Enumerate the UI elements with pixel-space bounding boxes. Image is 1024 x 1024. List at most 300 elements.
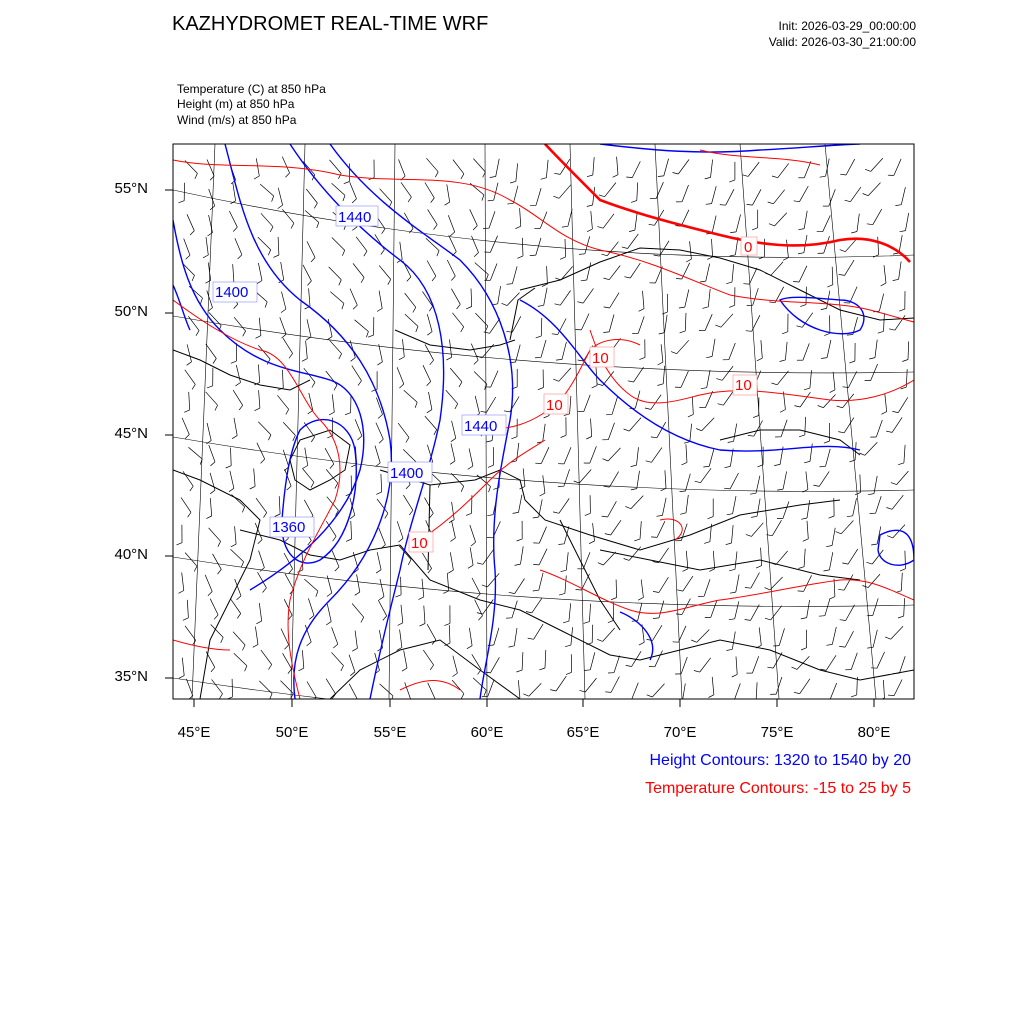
wind-barb-flag [409,229,413,234]
wind-barb-flag [756,566,762,569]
wind-barb [829,552,832,570]
wind-barb [730,473,738,489]
wind-barb [475,396,479,414]
wind-barb [807,600,810,618]
wind-barb-flag [382,229,385,234]
wind-barb [832,267,833,285]
wind-barb [559,368,571,381]
wind-barb-flag [285,645,289,649]
temperature-label: 0 [744,239,753,256]
wind-barb [609,315,614,332]
wind-barb [711,600,717,617]
wind-barb [305,211,319,223]
wind-barb [258,422,271,435]
wind-barb [234,317,246,331]
wind-barb [752,315,760,331]
wind-barb [848,549,858,564]
wind-barb [722,366,733,380]
wind-barb [779,628,784,645]
wind-barb [778,163,789,177]
wind-barb-flag [613,175,618,178]
wind-barb-flag [214,615,218,619]
wind-barb [901,187,905,205]
wind-barb [207,423,211,441]
wind-barb [875,340,877,358]
wind-barb-flag [559,593,565,595]
wind-barb [234,653,247,665]
wind-barb-flag [676,614,682,615]
wind-barb [427,624,436,640]
wind-barb-flag [286,409,289,414]
wind-barb-flag [453,673,458,677]
wind-barb-flag [576,590,582,591]
wind-barb-flag [329,412,334,415]
wind-barb-flag [196,331,199,336]
wind-barb [258,237,271,250]
wind-barb-flag [801,518,807,519]
wind-barb [425,416,437,430]
wind-barb-flag [716,379,722,381]
wind-barb-flag [450,461,455,464]
wind-barb [611,677,619,693]
wind-barb-flag [341,666,344,671]
wind-barb [692,396,693,414]
wind-barb [800,186,809,202]
wind-barb [332,394,334,412]
wind-barb-flag [715,325,721,327]
wind-barb [427,261,436,277]
wind-barb [734,424,737,442]
wind-barb-flag [468,565,473,568]
wind-barb [587,262,591,280]
wind-barb [351,521,352,539]
wind-barb [819,471,829,486]
map-title: KAZHYDROMET REAL-TIME WRF [172,13,489,35]
wind-barb [803,343,809,360]
height-label: 1440 [338,209,372,226]
wind-barb [475,263,489,275]
wind-barb-flag [611,598,617,600]
wind-barb [523,469,525,487]
wind-barb [539,573,543,590]
wind-barb [701,468,712,483]
wind-barb-flag [577,302,583,303]
wind-barb [857,214,859,232]
wind-barb-flag [528,638,534,639]
wind-barb-flag [729,180,735,182]
wind-barb-flag [311,482,314,487]
lon-label: 75°E [760,724,794,741]
wind-barb-flag [626,665,632,666]
height-contours [173,144,914,699]
wind-barb [541,318,542,336]
wind-barb [705,314,712,331]
wind-barb-flag [523,694,529,696]
wind-barb-flag [188,512,191,517]
wind-barb-flag [327,593,332,597]
wind-barb [665,315,668,333]
wind-barb-flag [585,513,591,515]
wind-barb-flag [720,205,726,206]
wind-barb [307,319,311,337]
wind-barb-flag [195,173,198,179]
wind-barb-flag [388,279,391,284]
wind-barb [183,471,193,486]
wind-barb-flag [190,231,194,235]
wind-barb-flag [179,201,185,203]
wind-barb [470,209,478,225]
wind-barb [494,628,499,645]
wind-barb [283,422,295,435]
wind-barb [723,391,733,406]
temperature-label: 10 [546,397,563,414]
wind-barb-flag [826,546,832,547]
wind-barb-flag [466,513,472,515]
wind-barb-flag [840,174,846,175]
wind-barb-flag [213,359,216,364]
wind-barb-flag [842,563,848,564]
wind-barb [565,576,566,594]
wind-barb-flag [821,358,827,359]
wind-barb-flag [335,567,339,571]
wind-barb-flag [539,668,545,670]
wind-barb [632,161,640,177]
wind-barb [380,579,384,597]
wind-barb-flag [488,465,494,467]
wind-barb [637,471,640,489]
wind-barb [256,498,267,512]
wind-barb-flag [281,309,286,313]
wind-barb [681,210,689,226]
wind-barb [210,599,218,615]
wind-barb-flag [677,701,683,702]
wind-barb-flag [851,232,857,234]
wind-barb-flag [561,435,567,437]
wind-barb-flag [430,513,434,518]
wind-barb-flag [886,508,892,510]
wind-barb [259,318,261,336]
wind-barb [663,366,665,384]
wind-barb [282,370,283,388]
wind-barb-flag [599,195,605,197]
wind-barb [233,264,234,282]
wind-barb-flag [466,307,472,309]
wind-barb [681,657,687,674]
wind-barb-flag [750,493,756,494]
wind-barb-flag [680,491,686,492]
wind-barb [664,159,669,176]
wind-barb-flag [468,466,473,469]
wind-barb-flag [631,465,637,467]
lon-label: 70°E [663,724,697,741]
wind-barb-flag [597,227,603,229]
wind-barb-flag [654,255,660,256]
wind-barb-flag [515,226,520,229]
wind-barb [405,293,416,307]
wind-barb-flag [487,515,493,516]
wind-barb-flag [865,169,871,171]
wind-barb [799,266,807,282]
wind-barb-flag [257,281,262,284]
wind-barb [403,449,416,462]
wind-barb-flag [486,441,492,442]
wind-barb-flag [443,591,448,594]
wind-barb [736,214,741,232]
wind-barb-flag [624,277,630,278]
wind-barb [302,552,303,570]
wind-barb [304,579,318,591]
wind-barb [651,395,661,410]
wind-barb [643,291,645,309]
wind-barb-flag [232,436,237,439]
wind-barb [423,650,433,665]
wind-barb-flag [604,278,610,280]
wind-barb-flag [813,485,819,486]
wind-barb [259,681,272,694]
wind-barb-flag [407,277,411,282]
wind-barb-flag [317,222,319,228]
wind-barb [605,183,616,197]
wind-barb [332,238,345,251]
wind-barb-flag [406,699,411,703]
wind-barb [610,293,619,308]
wind-barb [259,603,261,621]
wind-barb [561,266,573,280]
wind-barb [519,495,522,513]
wind-barb-flag [413,307,416,312]
wind-barb [281,262,284,280]
wind-barb-flag [354,700,358,705]
wind-barb-flag [538,388,544,390]
wind-barb [471,344,478,361]
wind-barb [403,495,413,510]
wind-barb [590,652,595,669]
wind-barb [661,344,663,362]
wind-barb [452,313,463,327]
wind-barb-flag [646,461,652,463]
wind-barb [894,159,901,176]
wind-barb-flag [208,308,213,312]
wind-barb [844,575,853,591]
wind-barb [490,236,497,253]
wind-barb [899,235,902,253]
wind-barb-flag [758,465,764,467]
wind-barb-flag [558,544,564,545]
lat-label: 55°N [114,180,148,197]
wind-barb [207,160,214,177]
wind-barb-flag [725,466,731,467]
wind-barb [379,344,383,362]
wind-barb [279,496,280,514]
wind-barb-flag [798,567,804,569]
wind-barb-flag [555,304,561,305]
wind-barb [732,264,734,282]
wind-barb [660,241,670,256]
wind-barb-flag [838,432,844,433]
wind-barb [306,189,317,203]
wind-barb [700,658,711,672]
wind-barb [659,577,669,592]
wind-barb-flag [706,357,712,358]
wind-barb-flag [677,590,683,591]
wind-barb [474,372,487,385]
wind-barb [233,390,243,405]
wind-barb-flag [657,384,663,386]
wind-barb [589,604,590,622]
wind-barb [706,264,710,282]
wind-barb [868,183,880,196]
wind-barb-flag [855,492,861,494]
wind-barb [536,188,541,205]
wind-barb [206,237,208,255]
wind-barb-flag [484,672,490,673]
wind-barb [777,371,788,385]
wind-barb [488,680,494,697]
wind-barb [330,160,342,174]
wind-barb-flag [206,280,211,283]
wind-barb [608,501,617,517]
wind-barb-flag [729,305,735,307]
wind-barb [785,342,787,360]
wind-barb [278,188,282,205]
wind-barb-flag [396,595,402,597]
wind-barb-flag [603,332,609,333]
wind-barb [826,449,831,466]
wind-barb [303,265,311,281]
wind-barb-flag [346,539,352,541]
wind-barb [277,395,288,409]
wind-barb [541,340,546,357]
wind-barb [483,550,494,565]
wind-barb [775,213,787,226]
wind-barb [282,157,289,173]
wind-barb [470,525,476,542]
wind-barb-flag [477,563,483,564]
wind-barb [733,496,736,514]
wind-barb-flag [683,569,688,572]
wind-barb-flag [511,437,517,439]
wind-barb-flag [303,466,308,469]
wind-barb-flag [602,254,608,256]
wind-barb-flag [639,642,644,645]
wind-barb-flag [507,203,513,204]
wind-barb-flag [314,203,317,208]
wind-barb-flag [871,544,877,545]
wind-barb [659,548,669,563]
wind-barb [865,442,877,455]
wind-barb [897,471,909,485]
wind-barb-flag [282,334,287,338]
wind-barb-flag [430,665,433,670]
wind-barb [776,551,788,565]
wind-barb-flag [847,335,853,336]
wind-barb-flag [430,360,434,365]
wind-barb [629,418,641,432]
wind-barb [254,469,255,487]
wind-barb-flag [673,173,679,175]
wind-barb [885,394,887,412]
wind-barb-flag [334,385,337,390]
wind-barb [328,319,332,337]
wind-barb-flag [358,436,362,440]
wind-barb-flag [826,644,832,645]
wind-barb-flag [639,309,644,312]
wind-barb-flag [343,195,345,201]
wind-barb [824,236,830,253]
wind-barb [187,344,191,361]
wind-barb [892,417,902,432]
temperature-label: 10 [735,377,752,394]
wind-barb [452,502,455,520]
wind-barb [516,345,521,362]
wind-barb [708,289,710,307]
wind-barb [453,160,464,174]
wind-barb-flag [229,488,234,491]
wind-barb-flag [434,225,438,230]
wind-barb [748,162,759,176]
wind-barb [206,392,218,405]
wind-barb [846,159,855,175]
wind-barb-flag [509,646,515,647]
wind-barb-flag [398,623,403,626]
wind-barb-flag [900,569,906,571]
wind-barb-flag [878,331,884,333]
lon-label: 65°E [566,724,600,741]
wind-barb-flag [732,674,737,677]
wind-barb [781,420,787,437]
wind-barb-flag [888,695,894,696]
wind-barb [205,575,212,592]
wind-barb [375,446,380,463]
wind-barb [325,448,334,464]
lat-label: 45°N [114,425,148,442]
wind-barb-flag [307,642,312,646]
wind-barb-flag [604,486,610,487]
wind-barb [303,161,315,174]
wind-barb [185,370,196,385]
wind-barb-flag [709,695,714,698]
wind-barb-flag [448,570,453,573]
wind-barb-flag [308,411,313,414]
wind-barb-flag [237,596,242,600]
wind-barb [753,189,762,205]
wind-barb-flag [799,435,805,437]
wind-barb [683,576,693,591]
wind-barb-flag [398,538,403,542]
wind-barb [901,573,902,591]
wind-barb [207,291,213,308]
wind-barb-flag [544,416,550,418]
wind-barb-flag [584,622,590,624]
wind-barb-flag [631,489,637,490]
wind-barb-flag [730,592,736,593]
wind-barb [759,627,761,645]
wind-barb-flag [574,481,580,483]
wind-barb-flag [312,382,315,387]
wind-barb [305,448,308,466]
wind-barb-flag [533,564,539,565]
wind-barb [844,418,854,433]
wind-barb [404,390,417,402]
wind-barb [665,470,666,488]
wind-barb-flag [765,618,771,620]
wind-barb [515,579,525,594]
wind-barb [357,574,360,592]
wind-barb-flag [639,357,645,359]
wind-barb [352,604,364,618]
wind-barb-flag [743,175,749,177]
wind-barb [736,574,739,592]
